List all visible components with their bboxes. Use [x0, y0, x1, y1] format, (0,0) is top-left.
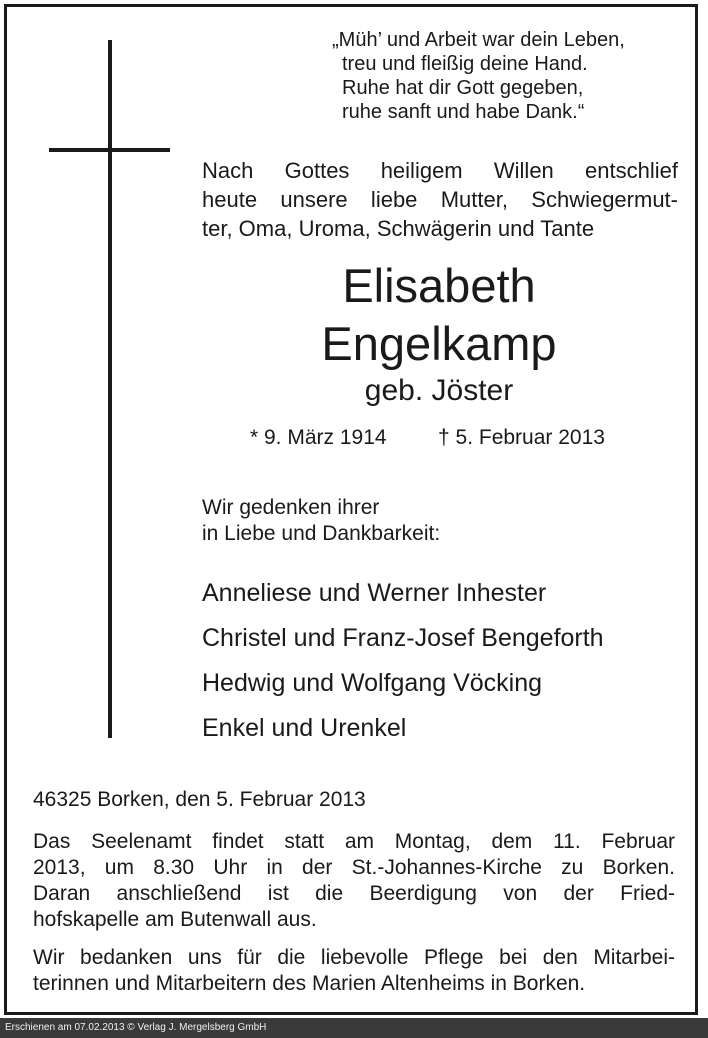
place-and-date: 46325 Borken, den 5. Februar 2013: [33, 788, 366, 811]
mourner-entry: Christel und Franz-Josef Bengeforth: [202, 624, 604, 652]
poem: [332, 28, 692, 124]
mourners-list: [202, 571, 604, 751]
remembrance-line: Wir gedenken ihrer: [202, 496, 380, 519]
deceased-first-name: Elisabeth: [342, 259, 536, 312]
poem-line: Ruhe hat dir Gott gegeben,: [342, 77, 584, 99]
birth-date: * 9. März 1914: [250, 426, 387, 449]
cross-vertical-bar: [108, 40, 112, 738]
intro-line: heute unsere liebe Mutter, Schwiegermut-: [202, 187, 678, 212]
service-line: Das Seelenamt findet statt am Montag, dem 11. Februar: [33, 830, 675, 853]
service-line: 2013, um 8.30 Uhr in der St.-Johannes-Kirche zu Borken.: [33, 856, 675, 879]
service-line: hofskapelle am Butenwall aus.: [33, 908, 317, 931]
intro-text: [202, 156, 678, 243]
service-line: Daran anschließend ist die Beerdigung von der Fried-: [33, 882, 675, 905]
poem-line: „Müh’ und Arbeit war dein Leben,: [332, 29, 625, 51]
cross-horizontal-bar: [49, 148, 170, 152]
mourner-entry: Hedwig und Wolfgang Vöcking: [202, 669, 543, 697]
poem-line: ruhe sanft und habe Dank.“: [342, 101, 585, 123]
intro-line: Nach Gottes heiligem Willen entschlief: [202, 158, 678, 183]
remembrance-line: in Liebe und Dankbarkeit:: [202, 522, 441, 545]
thanks-line: terinnen und Mitarbeitern des Marien Altenheims in Borken.: [33, 972, 586, 995]
publication-footer: Erschienen am 07.02.2013 © Verlag J. Mergelsberg GmbH: [0, 1018, 708, 1038]
thanks-line: Wir bedanken uns für die liebevolle Pflege bei den Mitarbei-: [33, 946, 675, 969]
deceased-maiden-name: geb. Jöster: [364, 374, 514, 407]
service-info: [33, 829, 675, 933]
mourner-entry: Enkel und Urenkel: [202, 714, 407, 742]
mourner-entry: Anneliese und Werner Inhester: [202, 579, 547, 607]
thanks-note: [33, 945, 675, 997]
intro-line: ter, Oma, Uroma, Schwägerin und Tante: [202, 216, 595, 241]
death-date: † 5. Februar 2013: [438, 426, 605, 449]
deceased-last-name: Engelkamp: [321, 317, 557, 370]
poem-line: treu und fleißig deine Hand.: [342, 53, 588, 75]
remembrance-text: [202, 495, 440, 547]
